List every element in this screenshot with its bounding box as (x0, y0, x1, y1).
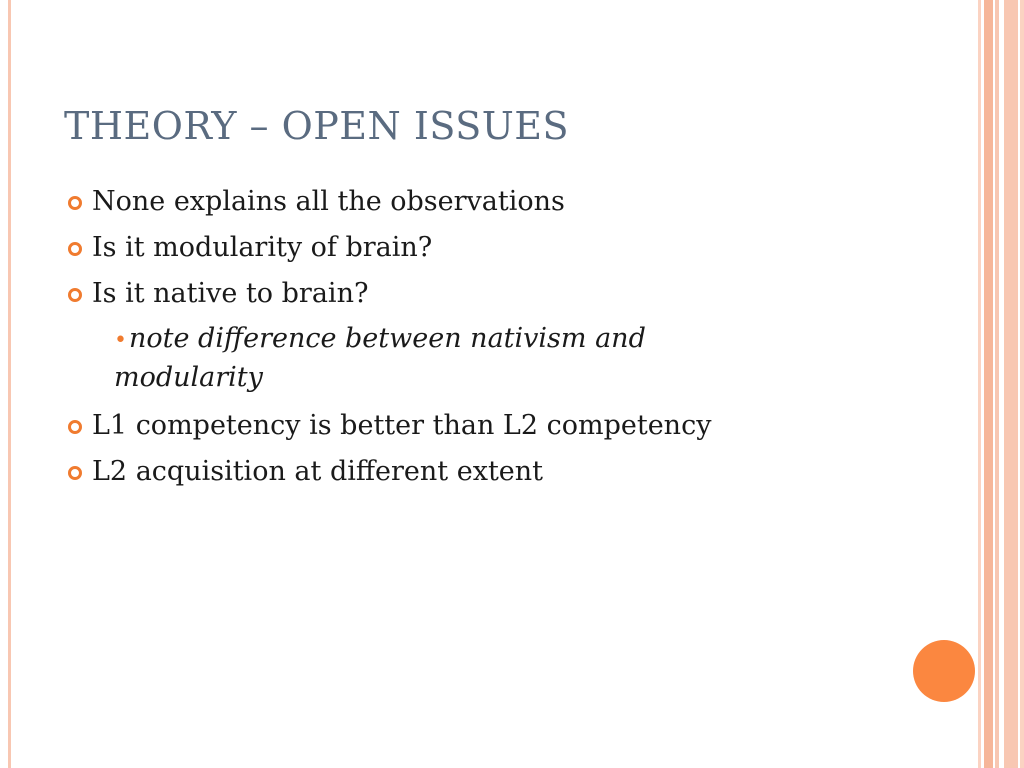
bullet-item (64, 406, 844, 446)
bullet-text: Is it native to brain? (92, 278, 369, 309)
right-decorative-stripe (1004, 0, 1018, 768)
sub-bullet-item (114, 320, 734, 396)
bullet-item (64, 274, 844, 314)
hollow-circle-bullet-icon (68, 288, 82, 302)
hollow-circle-bullet-icon (68, 466, 82, 480)
right-decorative-stripe (978, 0, 981, 768)
bullet-item (64, 228, 844, 268)
hollow-circle-bullet-icon (68, 242, 82, 256)
bullet-item (64, 452, 844, 492)
hollow-circle-bullet-icon (68, 196, 82, 210)
sub-bullet-text: note difference between nativism and modularity (114, 323, 646, 393)
bullet-text: L2 acquisition at different extent (92, 456, 544, 487)
right-decorative-stripe (995, 0, 999, 768)
right-decorative-stripe (1020, 0, 1024, 768)
bullet-text: L1 competency is better than L2 competency (92, 410, 712, 441)
orange-circle-decoration (913, 640, 975, 702)
left-decorative-rule (8, 0, 11, 768)
hollow-circle-bullet-icon (68, 420, 82, 434)
bullet-list (64, 182, 844, 498)
slide-title: THEORY – OPEN ISSUES (64, 104, 570, 148)
bullet-text: None explains all the observations (92, 186, 565, 217)
right-decorative-stripe (984, 0, 993, 768)
bullet-item (64, 182, 844, 222)
bullet-text: Is it modularity of brain? (92, 232, 433, 263)
dot-bullet-icon: • (114, 328, 127, 353)
